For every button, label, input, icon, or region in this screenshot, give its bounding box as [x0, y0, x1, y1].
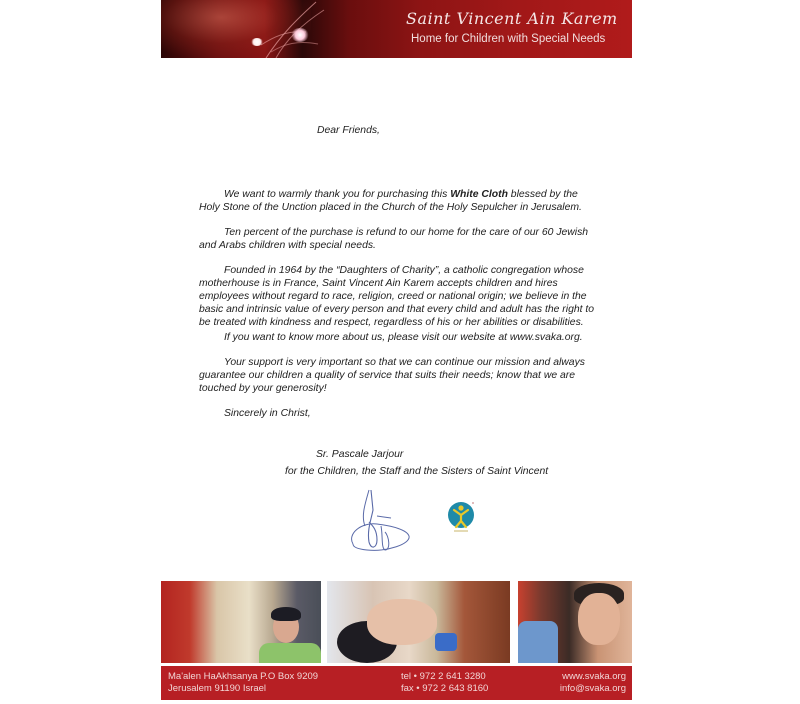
header-banner — [161, 0, 632, 58]
paragraph-donation: Ten percent of the purchase is refund to our home for the care of our 60 Jewish and Arabs children with special needs. — [199, 227, 589, 251]
salutation: Dear Friends, — [317, 125, 380, 136]
closing: Sincerely in Christ, — [224, 408, 311, 419]
footer-phone — [401, 671, 488, 695]
flower-graphic — [291, 28, 309, 42]
website-link[interactable]: www.svaka.org — [562, 671, 626, 682]
photo-child-with-dog — [327, 581, 510, 663]
footer-web — [560, 671, 626, 695]
paragraph-history: Founded in 1964 by the “Daughters of Charity”, a catholic congregation whose motherhouse is in France, Saint Vincent Ain Karem accepts children and hires employees without regard to race, religion, creed or national origin; we believe in the basic and intrinsic value of every person and that every child and adult has the right to be treated with kindness and respect, regardless of his or her abilities or disabilities. — [199, 265, 595, 328]
telephone-number: tel • 972 2 641 3280 — [401, 671, 486, 682]
flower-stems-graphic — [256, 0, 326, 58]
organization-name: Saint Vincent Ain Karem — [406, 9, 618, 28]
photo-child-laughing — [161, 581, 321, 663]
letter-page — [161, 0, 632, 700]
signer-name: Sr. Pascale Jarjour — [316, 449, 404, 460]
address-line-2: Jerusalem 91190 Israel — [168, 683, 267, 694]
footer-photo-strip — [161, 581, 632, 663]
paragraph-text: We want to warmly thank you for purchasing this — [224, 189, 451, 200]
watermark-bottom — [0, 606, 29, 704]
paragraph-text: blessed by the Holy Stone of the Unction placed in the Church of the Holy Sepulcher in Jerusalem. — [199, 189, 582, 213]
footer-address — [168, 671, 318, 695]
address-line-1: Ma'alen HaAkhsanya P.O Box 9209 — [168, 671, 319, 682]
organization-tagline: Home for Children with Special Needs — [411, 33, 606, 45]
flower-graphic — [251, 38, 263, 46]
paragraph-website: If you want to know more about us, please visit our website at www.svaka.org. — [224, 332, 583, 343]
paragraph-support: Your support is very important so that we can continue our mission and always guarantee our children a quality of service that suits their needs; know that we are touched by your generosity! — [199, 357, 585, 394]
contact-footer — [161, 666, 632, 700]
product-name: White Cloth — [450, 189, 508, 200]
photo-caregiver-hug — [518, 581, 632, 663]
organization-logo — [446, 500, 476, 536]
handwritten-signature — [347, 486, 413, 556]
fax-number: fax • 972 2 643 8160 — [401, 683, 489, 694]
paragraph-thanks — [199, 188, 599, 214]
signer-affiliation: for the Children, the Staff and the Sisters of Saint Vincent — [285, 466, 549, 477]
email-link[interactable]: info@svaka.org — [559, 683, 626, 694]
